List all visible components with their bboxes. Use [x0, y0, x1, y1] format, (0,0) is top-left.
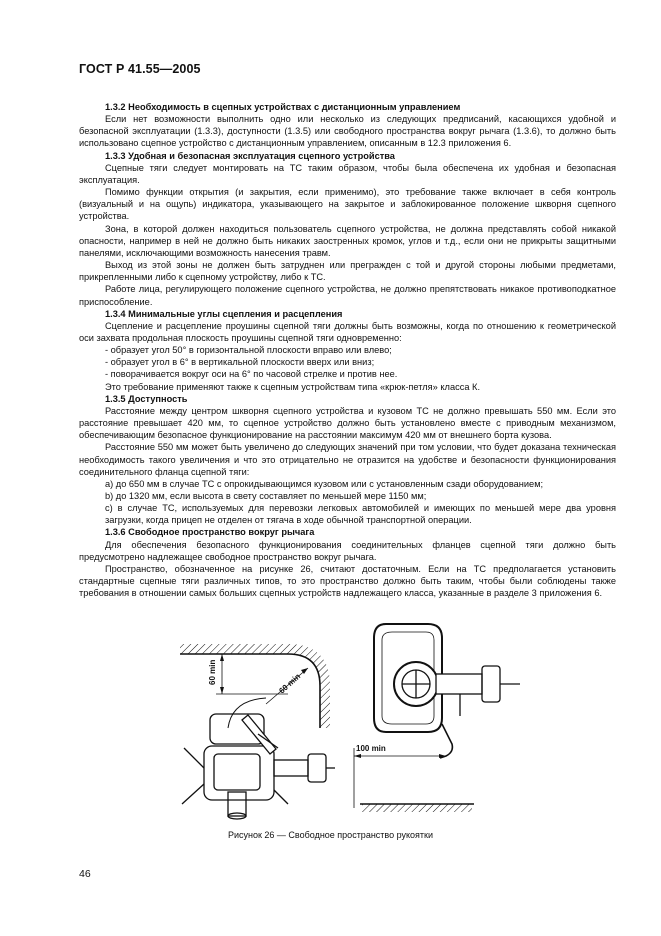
- paragraph: Сцепные тяги следует монтировать на ТС таким образом, чтобы была обеспечена их удобная и безопасная эксплуатация.: [79, 162, 616, 185]
- list-item: - образует угол в 6° в вертикальной плоскости вверх или вниз;: [105, 357, 375, 368]
- section-heading: 1.3.5 Доступность: [105, 393, 188, 404]
- paragraph: Это требование применяют также к сцепным устройствам типа «крюк-петля» класса К.: [105, 381, 481, 392]
- paragraph: Если нет возможности выполнить одно или несколько из следующих предписаний, касающихся удобной и безопасной эксплуатации (1.3.3), доступности (1.3.5) или свободного пространства вокруг рычага (1.3.6), то должно быть использовано сцепное устройство с дистанционным управлением, описанным в 12.3 приложения 6.: [79, 114, 616, 149]
- figure-26: [170, 608, 530, 828]
- page-number: 46: [79, 868, 91, 880]
- paragraph: Расстояние между центром шкворня сцепного устройства и кузовом ТС не должно превышать 550 мм. Если это расстояние превышает 420 мм, то сцепное устройство должно быть установлено вместе с приводным механизмом, обеспечивающим безопасное функционирование на расстоянии максимум 420 мм от внешнего борта кузова.: [79, 405, 616, 441]
- section-heading: 1.3.4 Минимальные углы сцепления и расцепления: [105, 308, 343, 319]
- right-view-drawing: [354, 624, 520, 812]
- list-item: a) до 650 мм в случае ТС с опрокидывающимся кузовом или с установленным сзади оборудованием;: [105, 478, 544, 489]
- list-item: - поворачивается вокруг оси на 6° по часовой стрелке и против нее.: [105, 369, 398, 380]
- left-view-drawing: [180, 644, 335, 819]
- section-heading: 1.3.3 Удобная и безопасная эксплуатация сцепного устройства: [105, 150, 395, 161]
- dimension-label-vertical: 60 min: [208, 659, 217, 685]
- list-item: - образует угол 50° в горизонтальной плоскости вправо или влево;: [105, 345, 392, 356]
- paragraph: Расстояние 550 мм может быть увеличено до следующих значений при том условии, что будет доказана техническая необходимость такого увеличения и что это отрицательно не отразится на удобстве и безопасности функционирования соединительного фланца сцепной тяги:: [79, 442, 616, 477]
- section-heading: 1.3.6 Свободное пространство вокруг рычага: [105, 527, 315, 538]
- list-item: b) до 1320 мм, если высота в свету составляет по меньшей мере 1150 мм;: [105, 491, 427, 501]
- list-item: c) в случае ТС, используемых для перевозки легковых автомобилей и имеющих по меньшей мере два уровня загрузки, когда прицеп не отделен от тягача в ходе обычной транспортной операции.: [105, 503, 616, 526]
- figure-caption: Рисунок 26 — Свободное пространство рукоятки: [227, 830, 434, 840]
- paragraph: Выход из этой зоны не должен быть затруднен или прегражден с той и другой стороны любыми предметами, прикрепленными либо к сцепному устройству, либо к ТС.: [79, 260, 616, 283]
- dimension-label-diagonal: 60 min: [277, 671, 303, 696]
- paragraph: Работе лица, регулирующего положение сцепного устройства, не должно препятствовать никакое противоподкатное приспособление.: [79, 284, 616, 307]
- paragraph: Зона, в которой должен находиться пользователь сцепного устройства, не должна представлять собой никакой опасности, например в ней не должно быть никаких заостренных кромок, углов и т.д., если они не прикрыты защитными панелями, исключающими возможность нанесения травм.: [79, 223, 616, 258]
- section-heading: 1.3.2 Необходимость в сцепных устройствах с дистанционным управлением: [105, 102, 461, 112]
- document-header: ГОСТ Р 41.55—2005: [79, 62, 201, 76]
- dimension-label-horizontal: 100 min: [356, 744, 386, 753]
- paragraph: Помимо функции открытия (и закрытия, если применимо), это требование также включает в себя контроль (визуальный и на ощупь) индикатора, указывающего на закрытое и заблокированное положение шкворня сцепного устройства.: [79, 187, 616, 222]
- paragraph: Для обеспечения безопасного функционирования соединительных фланцев сцепной тяги должно быть предусмотрено надлежащее свободное пространство вокруг рычага.: [79, 539, 616, 562]
- body-text: [79, 101, 616, 599]
- paragraph: Сцепление и расцепление проушины сцепной тяги должны быть возможны, когда по отношению к геометрической оси захвата продольная плоскость проушины сцепной тяги одновременно:: [79, 320, 616, 343]
- paragraph: Пространство, обозначенное на рисунке 26, считают достаточным. Если на ТС предполагается установить стандартные сцепные тяги различных типов, то это пространство должно быть таким, чтобы были соблюдены также требования в отношении самых больших сцепных устройств надлежащего класса, указанные в разделе 3 приложения 6.: [79, 563, 616, 599]
